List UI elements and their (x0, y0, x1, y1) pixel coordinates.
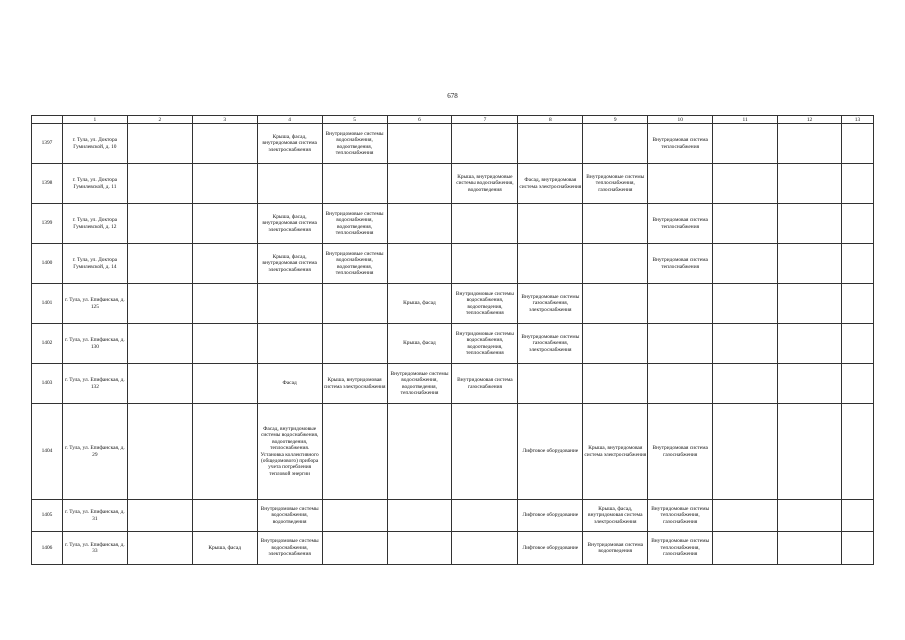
row-number: 1403 (32, 364, 63, 404)
cell-text: Внутридомовые системы водоснабжения, водоотведения, теплоснабжения (325, 210, 384, 236)
cell-text: г. Тула, ул. Епифанская, д. 130 (64, 337, 125, 350)
work-cell (841, 532, 873, 565)
work-cell (713, 204, 778, 244)
work-cell (778, 284, 842, 324)
work-cell (583, 532, 648, 565)
address-cell (62, 404, 127, 500)
cell-text: г. Тула, ул. Епифанская, д. 33 (64, 541, 125, 554)
work-cell (583, 164, 648, 204)
work-cell (713, 500, 778, 532)
work-cell (452, 164, 518, 204)
work-cell (127, 324, 192, 364)
cell-text: Внутридомовая система газоснабжения (457, 377, 513, 390)
work-cell (192, 284, 257, 324)
work-cell (841, 404, 873, 500)
work-cell (192, 164, 257, 204)
cell-text: Внутридомовые системы водоснабжения, водоотведения, теплоснабжения (390, 370, 449, 396)
header-cell: 10 (648, 116, 713, 124)
header-cell: 6 (387, 116, 452, 124)
work-cell (257, 284, 322, 324)
work-cell (127, 532, 192, 565)
table-row (32, 500, 874, 532)
work-cell (387, 164, 452, 204)
cell-text: Внутридомовые системы водоснабжения, водоотведения, теплоснабжения (325, 130, 384, 156)
cell-text: Крыша, фасад, внутридомовая система электроснабжения (262, 133, 317, 153)
address-cell (62, 124, 127, 164)
cell-text: Внутридомовые системы теплоснабжения, газоснабжения (586, 173, 645, 193)
work-cell (192, 124, 257, 164)
address-cell (62, 532, 127, 565)
header-cell: 1 (62, 116, 127, 124)
cell-text: г. Тула, ул. Епифанская, д. 31 (64, 509, 125, 522)
work-cell (648, 324, 713, 364)
address-cell (62, 164, 127, 204)
work-cell (257, 364, 322, 404)
cell-text: Внутридомовые системы водоснабжения, водоотведения, теплоснабжения (455, 330, 514, 356)
cell-text: Внутридомовые системы водоснабжения, водоотведения, теплоснабжения (455, 290, 514, 316)
work-cell (127, 124, 192, 164)
work-cell (841, 500, 873, 532)
work-cell (257, 204, 322, 244)
work-cell (322, 284, 387, 324)
cell-text: Крыша, внутридомовая система электроснабжения (584, 445, 647, 458)
work-cell (192, 532, 257, 565)
work-cell (713, 164, 778, 204)
work-cell (841, 324, 873, 364)
cell-text: г. Тула, ул. Доктора Гумилевской, д. 10 (72, 137, 118, 150)
row-number: 1402 (32, 324, 63, 364)
cell-text: г. Тула, ул. Епифанская, д. 29 (64, 445, 125, 458)
cell-text: Крыша, внутридомовая система электроснабжения (323, 377, 386, 390)
work-cell (648, 164, 713, 204)
work-cell (127, 404, 192, 500)
table-row (32, 364, 874, 404)
address-cell (62, 324, 127, 364)
work-cell (713, 364, 778, 404)
cell-text: Внутридомовые системы водоснабжения, водоотведения (260, 505, 319, 525)
work-cell (387, 532, 452, 565)
work-cell (452, 124, 518, 164)
header-cell: 9 (583, 116, 648, 124)
work-cell (518, 364, 583, 404)
work-cell (452, 244, 518, 284)
table-row (32, 532, 874, 565)
work-cell (452, 204, 518, 244)
cell-text: Внутридомовая система газоснабжения (652, 445, 708, 458)
work-cell (387, 124, 452, 164)
work-cell (322, 244, 387, 284)
work-cell (648, 244, 713, 284)
work-cell (778, 364, 842, 404)
work-cell (583, 500, 648, 532)
repair-schedule-table (31, 115, 874, 565)
cell-text: Крыша, фасад (208, 544, 242, 551)
work-cell (387, 284, 452, 324)
header-cell: 4 (257, 116, 322, 124)
work-cell (583, 284, 648, 324)
cell-text: Крыша, внутридомовые системы водоснабжения, водоотведения (456, 173, 514, 193)
work-cell (583, 124, 648, 164)
work-cell (778, 324, 842, 364)
work-cell (841, 364, 873, 404)
work-cell (322, 204, 387, 244)
row-number: 1398 (32, 164, 63, 204)
work-cell (713, 532, 778, 565)
header-cell: 3 (192, 116, 257, 124)
work-cell (841, 124, 873, 164)
work-cell (518, 500, 583, 532)
work-cell (322, 164, 387, 204)
cell-text: Лифтовое оборудование (522, 448, 579, 455)
work-cell (387, 500, 452, 532)
row-number: 1401 (32, 284, 63, 324)
header-cell: 8 (518, 116, 583, 124)
cell-text: г. Тула, ул. Доктора Гумилевской, д. 14 (72, 257, 118, 270)
address-cell (62, 204, 127, 244)
work-cell (583, 364, 648, 404)
work-cell (648, 500, 713, 532)
work-cell (518, 532, 583, 565)
header-cell: 7 (452, 116, 518, 124)
work-cell (257, 500, 322, 532)
work-cell (387, 324, 452, 364)
row-number: 1404 (32, 404, 63, 500)
row-number: 1397 (32, 124, 63, 164)
header-cell: 12 (778, 116, 842, 124)
work-cell (518, 244, 583, 284)
work-cell (518, 164, 583, 204)
cell-text: Крыша, фасад (403, 340, 436, 347)
work-cell (127, 364, 192, 404)
work-cell (778, 404, 842, 500)
header-cell: 5 (322, 116, 387, 124)
work-cell (127, 164, 192, 204)
work-cell (322, 404, 387, 500)
work-cell (452, 500, 518, 532)
work-cell (452, 364, 518, 404)
row-number: 1406 (32, 532, 63, 565)
work-cell (257, 124, 322, 164)
work-cell (648, 284, 713, 324)
table-row (32, 164, 874, 204)
work-cell (841, 244, 873, 284)
work-cell (192, 324, 257, 364)
work-cell (322, 124, 387, 164)
cell-text: г. Тула, ул. Епифанская, д. 125 (64, 297, 125, 310)
cell-text: Крыша, фасад, внутридомовая система электроснабжения (262, 213, 317, 233)
work-cell (257, 164, 322, 204)
work-cell (192, 404, 257, 500)
table-body (32, 124, 874, 565)
header-cell: 2 (127, 116, 192, 124)
header-cell-blank (32, 116, 63, 124)
work-cell (778, 500, 842, 532)
cell-text: Внутридомовая система теплоснабжения (652, 257, 708, 270)
work-cell (518, 204, 583, 244)
table-row (32, 124, 874, 164)
address-cell (62, 500, 127, 532)
work-cell (713, 404, 778, 500)
work-cell (778, 532, 842, 565)
work-cell (452, 324, 518, 364)
header-row (32, 116, 874, 124)
work-cell (583, 404, 648, 500)
work-cell (583, 324, 648, 364)
work-cell (841, 164, 873, 204)
work-cell (452, 532, 518, 565)
work-cell (713, 124, 778, 164)
cell-text: Фасад, внутридомовые системы водоснабжения, водоотведения, теплоснабжения. Установка коллективного (общедомового) прибора учета потребления тепловой энергии (260, 425, 319, 477)
table-row (32, 404, 874, 500)
page-number: 678 (447, 92, 458, 100)
work-cell (192, 244, 257, 284)
work-cell (713, 284, 778, 324)
row-number: 1405 (32, 500, 63, 532)
cell-text: г. Тула, ул. Епифанская, д. 132 (64, 377, 125, 390)
work-cell (192, 204, 257, 244)
work-cell (713, 324, 778, 364)
table-row (32, 204, 874, 244)
work-cell (778, 124, 842, 164)
cell-text: г. Тула, ул. Доктора Гумилевской, д. 11 (72, 177, 118, 190)
work-cell (127, 500, 192, 532)
work-cell (452, 284, 518, 324)
work-cell (127, 284, 192, 324)
cell-text: Внутридомовые системы теплоснабжения, газоснабжения (651, 505, 710, 525)
address-cell (62, 244, 127, 284)
cell-text: Фасад, внутридомовая система электроснабжения (519, 177, 582, 190)
work-cell (322, 532, 387, 565)
work-cell (583, 244, 648, 284)
work-cell (778, 244, 842, 284)
cell-text: Внутридомовые системы водоснабжения, водоотведения, теплоснабжения (325, 250, 384, 276)
work-cell (387, 364, 452, 404)
table-row (32, 284, 874, 324)
work-cell (192, 364, 257, 404)
work-cell (648, 204, 713, 244)
work-cell (648, 532, 713, 565)
header-cell: 11 (713, 116, 778, 124)
work-cell (778, 164, 842, 204)
header-cell: 13 (841, 116, 873, 124)
address-cell (62, 284, 127, 324)
cell-text: Внутридомовые системы газоснабжения, электроснабжения (521, 333, 580, 353)
address-cell (62, 364, 127, 404)
work-cell (387, 244, 452, 284)
cell-text: Крыша, фасад, внутридомовая система электроснабжения (588, 505, 643, 525)
row-number: 1399 (32, 204, 63, 244)
row-number: 1400 (32, 244, 63, 284)
work-cell (257, 532, 322, 565)
work-cell (257, 244, 322, 284)
table-row (32, 324, 874, 364)
work-cell (127, 204, 192, 244)
work-cell (387, 404, 452, 500)
work-cell (322, 324, 387, 364)
work-cell (841, 284, 873, 324)
cell-text: Внутридомовая система теплоснабжения (652, 137, 708, 150)
work-cell (257, 404, 322, 500)
cell-text: Внутридомовые системы газоснабжения, электроснабжения (521, 293, 580, 313)
cell-text: Внутридомовые системы водоснабжения, электроснабжения (260, 538, 319, 558)
cell-text: Фасад (282, 380, 297, 387)
work-cell (648, 404, 713, 500)
cell-text: Внутридомовая система водоотведения (587, 541, 644, 554)
cell-text: Крыша, фасад, внутридомовая система электроснабжения (262, 253, 317, 273)
work-cell (322, 500, 387, 532)
work-cell (452, 404, 518, 500)
work-cell (841, 204, 873, 244)
work-cell (518, 324, 583, 364)
cell-text: Крыша, фасад (403, 300, 436, 307)
work-cell (257, 324, 322, 364)
cell-text: Лифтовое оборудование (522, 544, 579, 551)
work-cell (778, 204, 842, 244)
work-cell (583, 204, 648, 244)
work-cell (192, 500, 257, 532)
cell-text: Внутридомовые системы теплоснабжения, газоснабжения (651, 538, 710, 558)
work-cell (322, 364, 387, 404)
work-cell (518, 124, 583, 164)
work-cell (648, 364, 713, 404)
work-cell (127, 244, 192, 284)
work-cell (713, 244, 778, 284)
work-cell (387, 204, 452, 244)
cell-text: Внутридомовая система теплоснабжения (652, 217, 708, 230)
work-cell (648, 124, 713, 164)
table-row (32, 244, 874, 284)
cell-text: Лифтовое оборудование (522, 512, 579, 519)
work-cell (518, 404, 583, 500)
cell-text: г. Тула, ул. Доктора Гумилевской, д. 12 (72, 217, 118, 230)
work-cell (518, 284, 583, 324)
